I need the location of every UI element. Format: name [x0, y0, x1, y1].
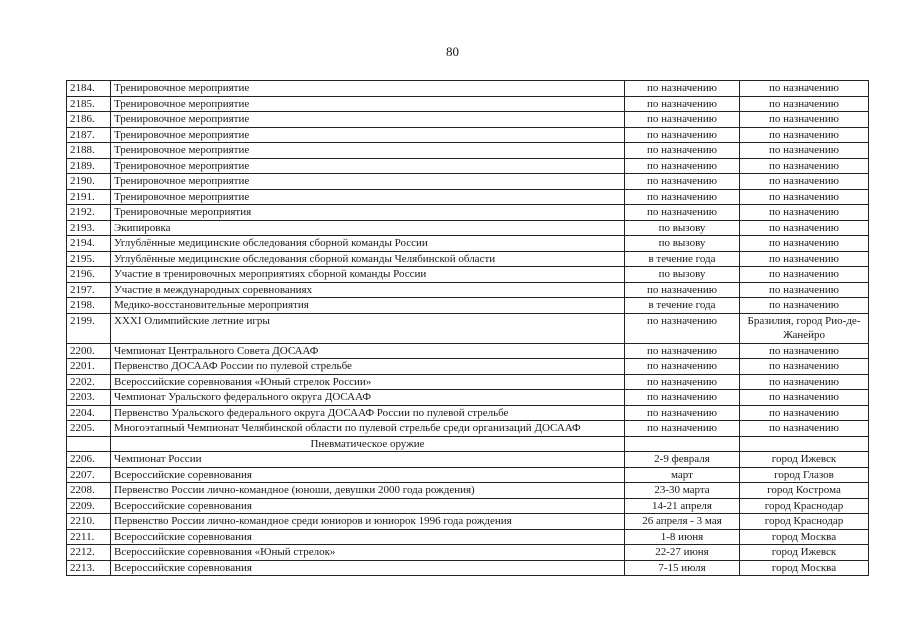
row-number: 2203. [67, 390, 111, 406]
event-date: по назначению [625, 343, 740, 359]
event-date: по вызову [625, 236, 740, 252]
table-row [67, 514, 869, 530]
event-place: город Москва [740, 560, 869, 576]
event-place: город Краснодар [740, 514, 869, 530]
event-place: по назначению [740, 205, 869, 221]
row-number: 2200. [67, 343, 111, 359]
row-number: 2201. [67, 359, 111, 375]
row-number: 2207. [67, 467, 111, 483]
event-date: по назначению [625, 374, 740, 390]
row-number: 2184. [67, 81, 111, 97]
event-name: Первенство России лично-командное среди юниоров и юниорок 1996 года рождения [111, 514, 625, 530]
event-place: Бразилия, город Рио-де-Жанейро [740, 313, 869, 343]
event-place: по назначению [740, 112, 869, 128]
table-row [67, 267, 869, 283]
event-place: город Краснодар [740, 498, 869, 514]
event-date: по назначению [625, 205, 740, 221]
event-date: 22-27 июня [625, 545, 740, 561]
row-number: 2211. [67, 529, 111, 545]
row-number: 2210. [67, 514, 111, 530]
table-row [67, 143, 869, 159]
table-row [67, 313, 869, 343]
table-row [67, 343, 869, 359]
event-date: по назначению [625, 405, 740, 421]
row-number: 2205. [67, 421, 111, 437]
event-place: по назначению [740, 405, 869, 421]
event-place: по назначению [740, 143, 869, 159]
table-row [67, 251, 869, 267]
event-date: по назначению [625, 158, 740, 174]
row-number: 2208. [67, 483, 111, 499]
event-date: 23-30 марта [625, 483, 740, 499]
event-place: по назначению [740, 421, 869, 437]
event-date: по назначению [625, 421, 740, 437]
table-row [67, 189, 869, 205]
row-number: 2198. [67, 298, 111, 314]
event-date: 14-21 апреля [625, 498, 740, 514]
row-number: 2190. [67, 174, 111, 190]
event-name: Чемпионат Уральского федерального округа ДОСААФ [111, 390, 625, 406]
event-place: по назначению [740, 127, 869, 143]
row-number: 2213. [67, 560, 111, 576]
section-place-cell [740, 436, 869, 452]
table-row [67, 390, 869, 406]
event-date: по назначению [625, 81, 740, 97]
event-date: по назначению [625, 127, 740, 143]
event-place: по назначению [740, 374, 869, 390]
event-name: Чемпионат России [111, 452, 625, 468]
table-row [67, 282, 869, 298]
event-name: XXXI Олимпийские летние игры [111, 313, 625, 343]
event-date: по назначению [625, 189, 740, 205]
event-place: город Ижевск [740, 452, 869, 468]
event-name: Тренировочное мероприятие [111, 158, 625, 174]
event-name: Всероссийские соревнования «Юный стрелок» [111, 545, 625, 561]
row-number: 2191. [67, 189, 111, 205]
event-name: Тренировочное мероприятие [111, 174, 625, 190]
event-date: по назначению [625, 313, 740, 343]
event-place: город Ижевск [740, 545, 869, 561]
table-row [67, 405, 869, 421]
page-number: 80 [446, 44, 459, 59]
row-number: 2187. [67, 127, 111, 143]
table-row [67, 298, 869, 314]
event-date: по вызову [625, 220, 740, 236]
table-row [67, 452, 869, 468]
row-number: 2185. [67, 96, 111, 112]
event-name: Углублённые медицинские обследования сборной команды Челябинской области [111, 251, 625, 267]
table-row [67, 359, 869, 375]
event-place: по назначению [740, 81, 869, 97]
table-row [67, 205, 869, 221]
event-name: Тренировочное мероприятие [111, 112, 625, 128]
table-row [67, 174, 869, 190]
event-place: по назначению [740, 267, 869, 283]
event-place: город Кострома [740, 483, 869, 499]
table-row [67, 220, 869, 236]
event-name: Тренировочное мероприятие [111, 127, 625, 143]
event-place: по назначению [740, 298, 869, 314]
row-number: 2192. [67, 205, 111, 221]
event-name: Первенство Уральского федерального округа ДОСААФ России по пулевой стрельбе [111, 405, 625, 421]
event-name: Тренировочное мероприятие [111, 143, 625, 159]
event-date: в течение года [625, 298, 740, 314]
event-date: по назначению [625, 143, 740, 159]
event-place: город Глазов [740, 467, 869, 483]
table-row [67, 112, 869, 128]
event-name: Тренировочное мероприятие [111, 96, 625, 112]
row-number: 2189. [67, 158, 111, 174]
event-place: по назначению [740, 343, 869, 359]
row-number: 2206. [67, 452, 111, 468]
event-date: по назначению [625, 282, 740, 298]
row-number: 2197. [67, 282, 111, 298]
table-row [67, 467, 869, 483]
event-date: 1-8 июня [625, 529, 740, 545]
table-row [67, 374, 869, 390]
row-number: 2204. [67, 405, 111, 421]
event-name: Многоэтапный Чемпионат Челябинской области по пулевой стрельбе среди организаций ДОСААФ [111, 421, 625, 437]
event-date: 2-9 февраля [625, 452, 740, 468]
row-number: 2193. [67, 220, 111, 236]
event-place: по назначению [740, 390, 869, 406]
event-name: Участие в международных соревнованиях [111, 282, 625, 298]
event-date: по назначению [625, 174, 740, 190]
section-row [67, 436, 869, 452]
events-table [66, 80, 869, 576]
event-name: Медико-восстановительные мероприятия [111, 298, 625, 314]
row-number: 2212. [67, 545, 111, 561]
event-place: по назначению [740, 174, 869, 190]
event-name: Всероссийские соревнования [111, 467, 625, 483]
event-name: Первенство России лично-командное (юноши, девушки 2000 года рождения) [111, 483, 625, 499]
event-name: Всероссийские соревнования «Юный стрелок России» [111, 374, 625, 390]
event-name: Чемпионат Центрального Совета ДОСААФ [111, 343, 625, 359]
event-name: Углублённые медицинские обследования сборной команды России [111, 236, 625, 252]
table-row [67, 560, 869, 576]
row-number: 2188. [67, 143, 111, 159]
event-name: Тренировочные мероприятия [111, 205, 625, 221]
event-name: Первенство ДОСААФ России по пулевой стрельбе [111, 359, 625, 375]
event-name: Всероссийские соревнования [111, 498, 625, 514]
row-number: 2194. [67, 236, 111, 252]
event-name: Экипировка [111, 220, 625, 236]
event-place: город Москва [740, 529, 869, 545]
event-place: по назначению [740, 189, 869, 205]
table-row [67, 236, 869, 252]
table-row [67, 545, 869, 561]
table-row [67, 158, 869, 174]
event-place: по назначению [740, 236, 869, 252]
table-row [67, 81, 869, 97]
row-number: 2195. [67, 251, 111, 267]
row-number: 2199. [67, 313, 111, 343]
row-number: 2186. [67, 112, 111, 128]
table-row [67, 529, 869, 545]
event-name: Тренировочное мероприятие [111, 189, 625, 205]
event-name: Всероссийские соревнования [111, 529, 625, 545]
event-place: по назначению [740, 282, 869, 298]
table-row [67, 127, 869, 143]
row-number: 2196. [67, 267, 111, 283]
event-name: Участие в тренировочных мероприятиях сборной команды России [111, 267, 625, 283]
event-date: по назначению [625, 359, 740, 375]
event-date: по назначению [625, 112, 740, 128]
event-date: по вызову [625, 267, 740, 283]
event-date: 26 апреля - 3 мая [625, 514, 740, 530]
event-place: по назначению [740, 96, 869, 112]
event-date: 7-15 июля [625, 560, 740, 576]
event-name: Тренировочное мероприятие [111, 81, 625, 97]
event-place: по назначению [740, 158, 869, 174]
event-place: по назначению [740, 220, 869, 236]
row-number: 2209. [67, 498, 111, 514]
event-date: по назначению [625, 390, 740, 406]
section-num-cell [67, 436, 111, 452]
event-place: по назначению [740, 251, 869, 267]
event-date: в течение года [625, 251, 740, 267]
row-number: 2202. [67, 374, 111, 390]
section-title: Пневматическое оружие [111, 436, 625, 452]
table-row [67, 498, 869, 514]
event-place: по назначению [740, 359, 869, 375]
event-name: Всероссийские соревнования [111, 560, 625, 576]
event-date: по назначению [625, 96, 740, 112]
table-row [67, 96, 869, 112]
event-date: март [625, 467, 740, 483]
table-row [67, 421, 869, 437]
section-date-cell [625, 436, 740, 452]
table-row [67, 483, 869, 499]
